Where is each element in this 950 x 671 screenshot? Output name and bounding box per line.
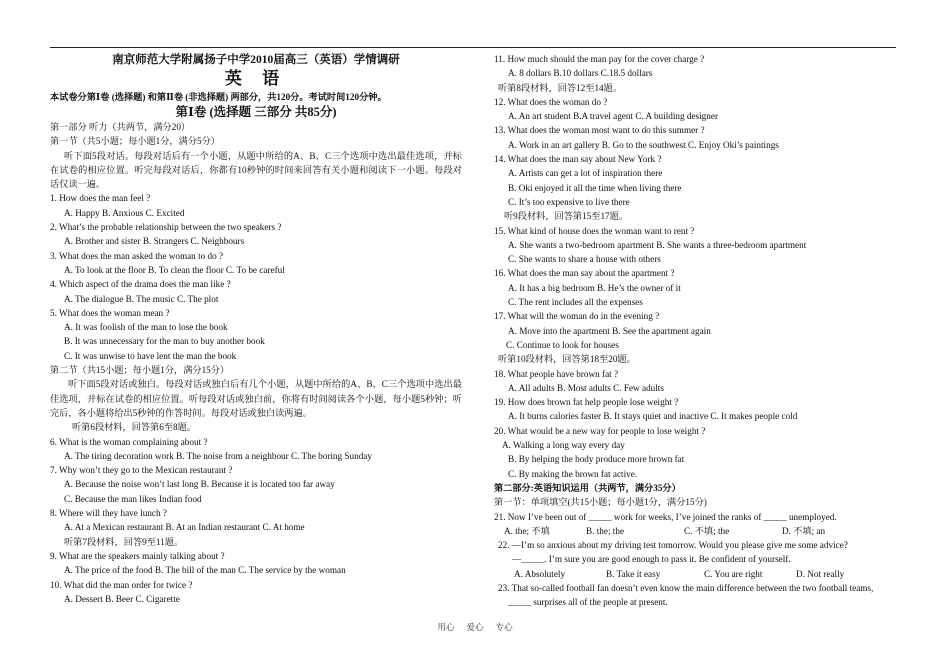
instructions-paragraph: 听下面5段对话或独白。每段对话或独白后有几个小题，从题中所给的A、B、C三个选项中选出最佳选项，并标在试卷的相应位置。听每段对话或独白前，你将有时间阅读各个小题，每小题5秒钟；听完后，各小题将给出5秒钟的作答时间。每段对话或独白读两遍。 (50, 379, 462, 418)
question-4: 4. Which aspect of the drama does the man like ? (50, 279, 231, 290)
question-2-options: A. Brother and sister B. Strangers C. Neighbours (64, 236, 245, 247)
question-14-option-b: B. Oki enjoyed it all the time when living there (508, 182, 682, 193)
question-14-option-c: C. It’s too expensive to live there (508, 196, 630, 207)
part1-title: 第Ⅰ卷 (选择题 三部分 共85分) (175, 105, 337, 119)
material-note: 听第10段材料，回答第18至20题。 (498, 354, 636, 365)
question-7-options: A. Because the noise won’t last long B. Because it is located too far away (64, 479, 335, 490)
option-c: C. You are right (704, 568, 763, 579)
question-3: 3. What does the man asked the woman to do ? (50, 250, 224, 261)
page-footer (0, 621, 950, 633)
question-19: 19. How does brown fat help people lose weight ? (494, 397, 679, 408)
question-16-option-c: C. The rent includes all the expenses (508, 297, 643, 308)
question-6-options: A. The tiring decoration work B. The noise from a neighbour C. The boring Sunday (64, 450, 372, 461)
question-7: 7. Why won’t they go to the Mexican restaurant ? (50, 465, 233, 476)
question-17-option-c: C. Continue to look for houses (506, 339, 619, 350)
question-3-options: A. To look at the floor B. To clean the floor C. To be careful (64, 264, 285, 275)
footer-word: 爱心 (466, 622, 484, 632)
section-heading: 第一部分 听力（共两节，满分20） (50, 122, 191, 132)
material-note: 听第6段材料，回答第6至8题。 (72, 422, 197, 433)
question-20: 20. What would be a new way for people to lose weight ? (494, 425, 706, 436)
question-12: 12. What does the woman do ? (494, 96, 608, 107)
question-15-options: A. She wants a two-bedroom apartment B. She wants a three-bedroom apartment (508, 239, 807, 250)
option-b: B. Take it easy (606, 568, 661, 579)
question-13: 13. What does the woman most want to do this summer ? (494, 125, 705, 136)
option-a: A. Absolutely (514, 568, 566, 579)
right-column (494, 52, 906, 610)
question-19-options: A. It burns calories faster B. It stays quiet and inactive C. It makes people cold (508, 411, 798, 422)
question-18-options: A. All adults B. Most adults C. Few adults (508, 382, 664, 393)
question-10-options: A. Dessert B. Beer C. Cigarette (64, 593, 180, 604)
question-9: 9. What are the speakers mainly talking about ? (50, 550, 225, 561)
question-1-options: A. Happy B. Anxious C. Excited (64, 207, 185, 218)
question-5: 5. What does the woman mean ? (50, 307, 170, 318)
subject-title: 英 语 (224, 69, 288, 88)
question-4-options: A. The dialogue B. The music C. The plot (64, 293, 219, 304)
question-21: 21. Now I’ve been out of _____ work for weeks, I’ve joined the ranks of _____ unemployed. (494, 511, 837, 522)
footer-word: 用心 (437, 622, 455, 632)
question-1: 1. How does the man feel ? (50, 193, 151, 204)
option-b: B. the; the (586, 525, 625, 536)
question-2: 2. What’s the probable relationship between the two speakers ? (50, 222, 282, 233)
option-a: A. the; 不填 (504, 525, 550, 536)
question-23-continuation: _____ surprises all of the people at present. (508, 597, 668, 608)
question-17-options: A. Move into the apartment B. See the apartment again (508, 325, 711, 336)
section-heading: 第一节（共5小题；每小题1分，满分5分） (50, 136, 220, 147)
question-11: 11. How much should the man pay for the cover charge ? (494, 54, 705, 64)
question-6: 6. What is the woman complaining about ? (50, 436, 208, 447)
part2-heading: 第二部分:英语知识运用（共两节，满分35分） (494, 482, 681, 493)
top-rule (50, 47, 896, 48)
question-23: 23. That so-called football fan doesn’t even know the main difference between the two football teams, (498, 582, 874, 593)
question-13-options: A. Work in an art gallery B. Go to the southwest C. Enjoy Oki’s paintings (508, 139, 779, 150)
question-21-options (494, 524, 906, 538)
section-heading: 第二节（共15小题；每小题1分，满分15分） (50, 365, 230, 376)
left-column (50, 52, 462, 606)
question-8-options: A. At a Mexican restaurant B. At an Indian restaurant C. At home (64, 522, 305, 533)
material-note: 听9段材料，回答第15至17题。 (504, 211, 629, 222)
section-heading: 第一节：单项填空(共15小题；每小题1分，满分15分) (494, 497, 707, 508)
question-9-options: A. The price of the food B. The bill of the man C. The service by the woman (64, 565, 346, 576)
question-20-option-c: C. By making the brown fat active. (508, 468, 638, 479)
question-20-option-a: A. Walking a long way every day (502, 440, 625, 451)
question-5-option-a: A. It was foolish of the man to lose the book (64, 322, 228, 333)
question-17: 17. What will the woman do in the evening ? (494, 311, 660, 322)
question-22-reply: —_____. I’m sure you are good enough to pass it. Be confident of yourself. (512, 554, 791, 565)
material-note: 听第8段材料，回答12至14题。 (498, 82, 623, 93)
footer-word: 专心 (495, 622, 513, 632)
material-note: 听第7段材料，回答9至11题。 (64, 536, 184, 547)
option-d: D. 不填; an (782, 525, 826, 536)
question-22: 22. —I’m so anxious about my driving test tomorrow. Would you please give me some advice? (498, 540, 848, 551)
question-15: 15. What kind of house does the woman want to rent ? (494, 225, 695, 236)
question-14-option-a: A. Artists can get a lot of inspiration there (508, 168, 663, 179)
question-7-option-c: C. Because the man likes Indian food (64, 493, 202, 504)
question-10: 10. What did the man order for twice ? (50, 579, 193, 590)
question-16: 16. What does the man say about the apartment ? (494, 268, 675, 279)
exam-title: 南京师范大学附属扬子中学2010届高三（英语）学情调研 (112, 54, 400, 66)
question-18: 18. What people have brown fat ? (494, 368, 619, 379)
question-5-option-b: B. It was unnecessary for the man to buy another book (64, 336, 265, 347)
question-22-options (494, 567, 906, 581)
question-12-options: A. An art student B.A travel agent C. A building designer (508, 111, 719, 122)
question-14: 14. What does the man say about New York ? (494, 154, 662, 165)
option-d: D. Not really (796, 568, 845, 579)
option-c: C. 不填; the (684, 525, 730, 536)
question-16-options: A. It has a big bedroom B. He’s the owner of it (508, 282, 681, 293)
question-5-option-c: C. It was unwise to have lent the man the book (64, 350, 237, 361)
instructions-paragraph: 听下面5段对话。每段对话后有一个小题，从题中所给的A、B、C三个选项中选出最佳选项，并标在试卷的相应位置。听完每段对话后，你都有10秒钟的时间来回答有关小题和阅读下一小题。每段对话仅读一遍。 (50, 150, 462, 190)
question-15-option-c: C. She wants to share a house with others (508, 254, 661, 265)
question-20-option-b: B. By helping the body produce more brown fat (508, 454, 685, 465)
question-8: 8. Where will they have lunch ? (50, 508, 167, 519)
exam-intro: 本试卷分第Ⅰ卷 (选择题) 和第Ⅱ卷 (非选择题) 两部分，共120分。考试时间120分钟。 (50, 92, 387, 102)
question-11-options: A. 8 dollars B.10 dollars C.18.5 dollars (508, 68, 653, 79)
